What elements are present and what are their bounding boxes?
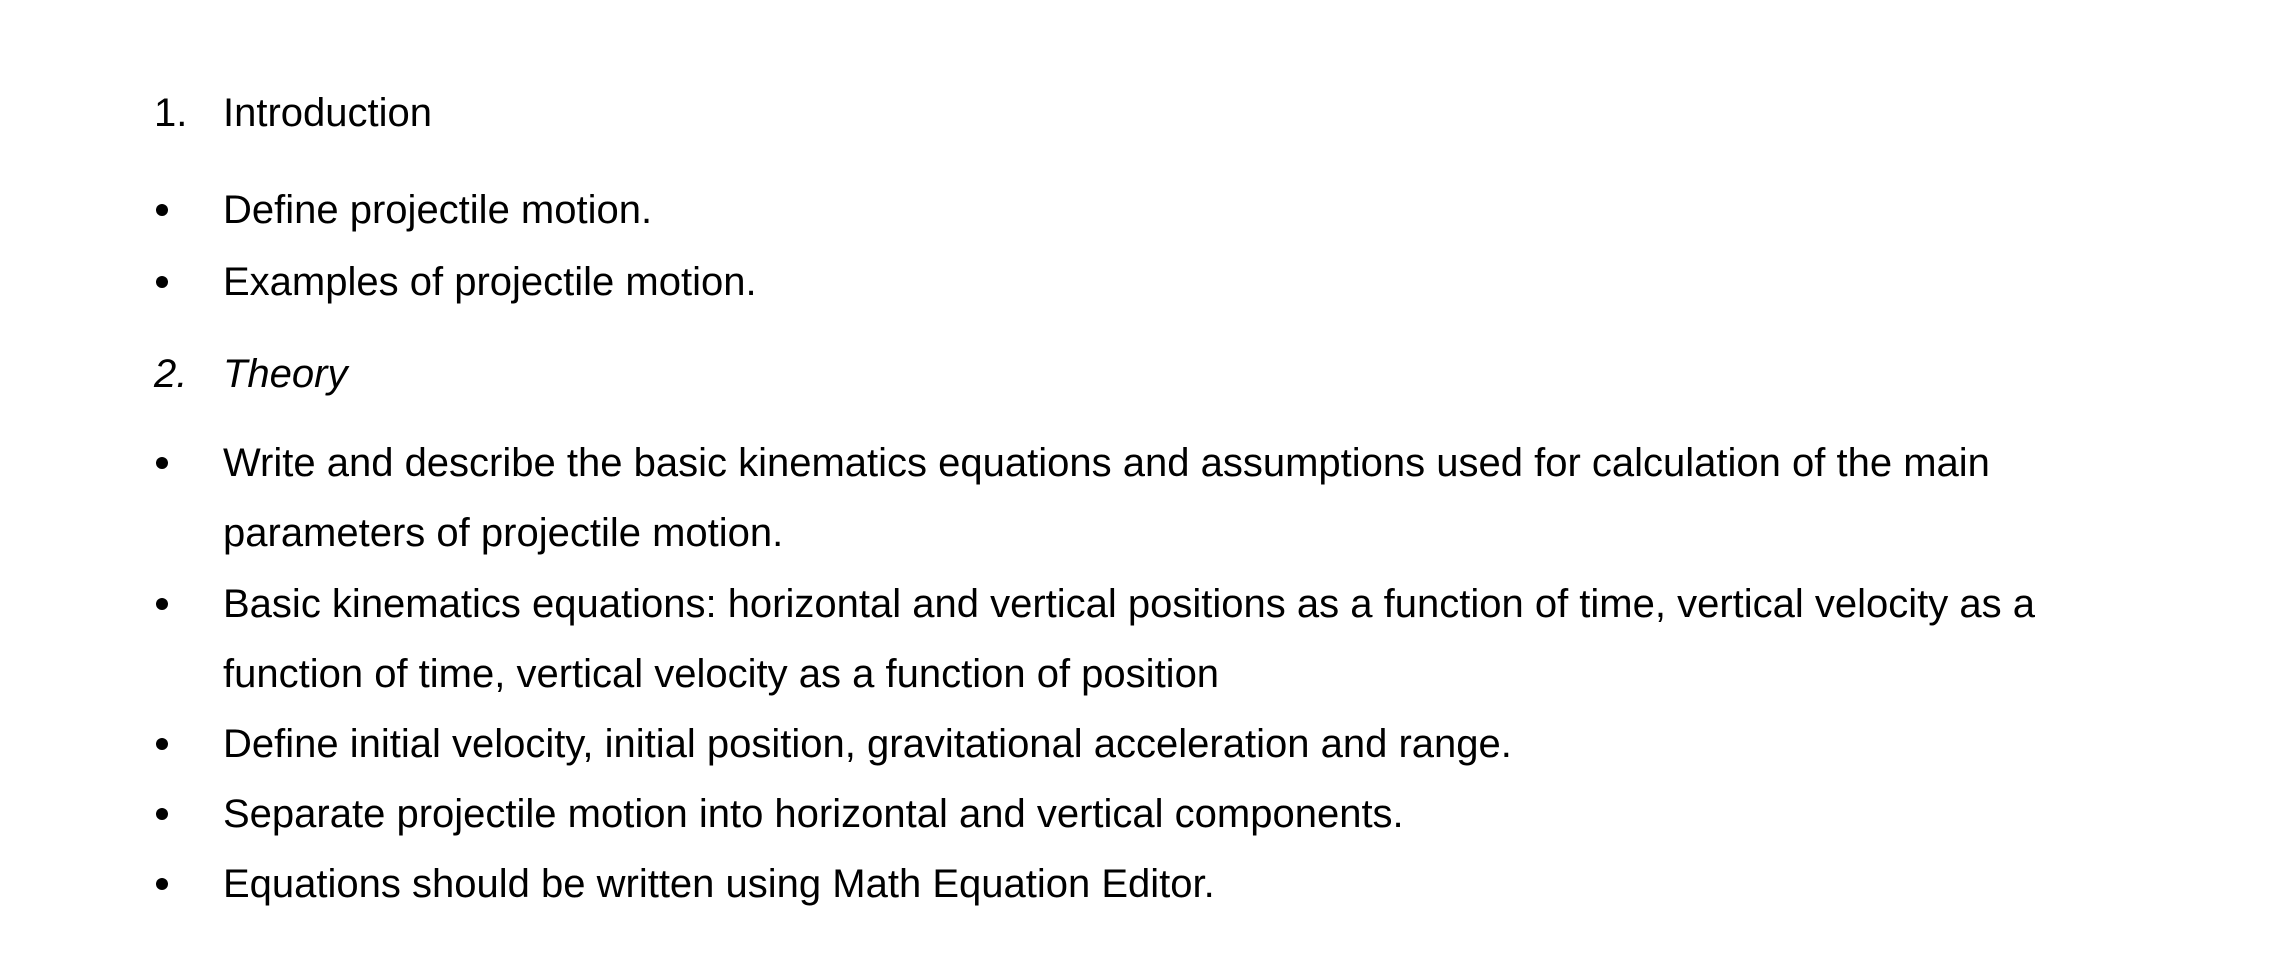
section-title: Introduction bbox=[223, 91, 433, 135]
list-item-text: parameters of projectile motion. bbox=[223, 511, 784, 555]
list-item bbox=[0, 569, 2294, 639]
list-item-text: Examples of projectile motion. bbox=[223, 260, 757, 304]
list-item-text: Basic kinematics equations: horizontal and vertical positions as a function of time, vertical velocity as a bbox=[223, 582, 2035, 626]
section-heading-introduction bbox=[0, 78, 2294, 148]
section-number: 2. bbox=[154, 352, 188, 396]
bullet-icon bbox=[156, 204, 168, 216]
section-title: Theory bbox=[223, 352, 348, 396]
list-item bbox=[0, 849, 2294, 919]
list-item-text: function of time, vertical velocity as a function of position bbox=[223, 652, 1220, 696]
list-item bbox=[0, 247, 2294, 317]
list-item-continuation bbox=[0, 498, 2294, 568]
list-item-text: Write and describe the basic kinematics equations and assumptions used for calculation of the main bbox=[223, 441, 1990, 485]
list-item bbox=[0, 709, 2294, 779]
list-item-continuation bbox=[0, 639, 2294, 709]
bullet-icon bbox=[156, 598, 168, 610]
bullet-icon bbox=[156, 276, 168, 288]
list-item-text: Separate projectile motion into horizontal and vertical components. bbox=[223, 792, 1404, 836]
bullet-icon bbox=[156, 808, 168, 820]
bullet-icon bbox=[156, 878, 168, 890]
section-heading-theory bbox=[0, 339, 2294, 409]
list-item bbox=[0, 779, 2294, 849]
list-item-text: Define projectile motion. bbox=[223, 188, 653, 232]
list-item-text: Define initial velocity, initial position, gravitational acceleration and range. bbox=[223, 722, 1512, 766]
list-item bbox=[0, 428, 2294, 498]
bullet-icon bbox=[156, 738, 168, 750]
list-item bbox=[0, 175, 2294, 245]
bullet-icon bbox=[156, 457, 168, 469]
section-number: 1. bbox=[154, 91, 188, 135]
list-item-text: Equations should be written using Math Equation Editor. bbox=[223, 862, 1215, 906]
